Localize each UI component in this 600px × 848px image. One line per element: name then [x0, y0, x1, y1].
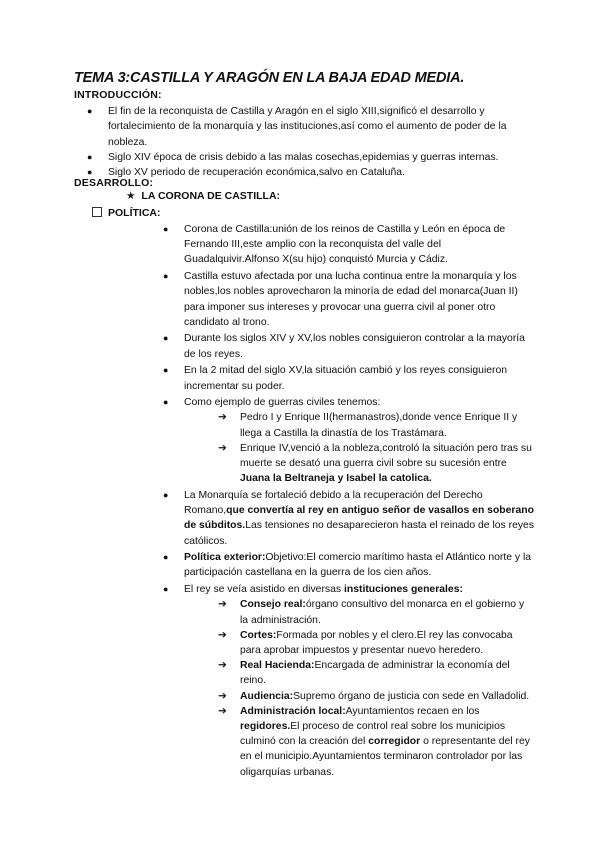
- arrow-icon: ➔: [218, 412, 227, 424]
- star-icon: ★: [126, 190, 136, 202]
- list-item: ● Siglo XV periodo de recuperación económica,salvo en Cataluña.: [84, 165, 534, 180]
- arrow-icon: ➔: [218, 442, 227, 454]
- list-item: ● En la 2 mitad del siglo XV,la situación cambió y los reyes consiguieron incrementar su poder.: [163, 365, 508, 392]
- bullet-icon: ●: [163, 397, 169, 408]
- sub-list-item: ➔ Audiencia:Supremo órgano de justicia con sede en Valladolid.: [184, 689, 535, 704]
- list-item: ● Política exterior:Objetivo:El comercio marítimo hasta el Atlántico norte y la participación castellana en la guerra de los cien años.: [163, 552, 532, 579]
- desarrollo-heading: DESARROLLO:: [74, 177, 154, 189]
- sub-list-item: ➔ Enrique IV,venció a la nobleza,controló la situación pero tras su muerte se desató una guerra civil sobre su sucesión entre Juana la Beltraneja y Isabel la catolica.: [218, 442, 532, 485]
- list-item: ● La Monarquía se fortaleció debido a la recuperación del Derecho Romano,que convertía al rey en antiguo señor de vasallos en soberano de súbditos.Las tensiones no desaparecieron hasta el reinado de los reyes católicos.: [163, 489, 535, 547]
- bullet-icon: ●: [163, 552, 169, 563]
- bullet-icon: ●: [163, 584, 169, 595]
- list-item: ● El fin de la reconquista de Castilla y Aragón en el siglo XIII,significó el desarrollo y fortalecimiento de la monarquía y las instituciones,así como el aumento de poder de la nobleza.: [87, 106, 507, 148]
- sub-list-item: ➔ Cortes:Formada por nobles y el clero.El rey las convocaba para aprobar impuestos y presentar nuevo heredero.: [218, 629, 513, 656]
- sub-list-item: ➔ Administración local:Ayuntamientos recaen en los regidores.El proceso de control real sobre los municipios culminó con la creación del corregidor o representante del rey en el municipio.Ayuntamientos terminaron controlador por las oligarquías urbanas.: [218, 705, 530, 778]
- list-item: ● Como ejemplo de guerras civiles tenemos: ➔ Pedro I y Enrique II(hermanastros),donde vence Enrique II y llega a Castilla la dinastía de los Trastámara. ➔ Enrique IV,venció a la nobleza,controló la situación pero tras su muerte se desató una guerra civil sobre su sucesión entre Juana la Beltraneja y Isabel la catolica.: [160, 395, 535, 486]
- intro-heading: INTRODUCCIÓN:: [74, 89, 162, 101]
- subsection-heading: POLÍTICA:: [92, 207, 161, 219]
- list-item: ● El rey se veía asistido en diversas instituciones generales: ➔ Consejo real:órgano consultivo del monarca en el gobierno y la administración. ➔ Cortes:Formada por nobles y el clero.El rey las convocaba para aprobar impuestos y presentar nuevo heredero. ➔ Real Hacienda:Encargada de administrar la economía del reino. ➔ Audiencia:Supremo órgano de justicia con sede en Valladolid. ➔ Administración local:Ayuntamientos recaen en los regidores.El proceso de control real sobre los municipios culminó con la creación del corregidor o representante del rey en el municipio.Ayuntamientos terminaron controlador por las oligarquías urbanas.: [160, 582, 535, 780]
- list-item: ● Castilla estuvo afectada por una lucha continua entre la monarquía y los nobles,los nobles aprovecharon la minoría de edad del monarca(Juan II) para imponer sus intereses y provocar una guerra civil al poner otro candidato al trono.: [163, 271, 518, 328]
- document-title: TEMA 3:CASTILLA Y ARAGÓN EN LA BAJA EDAD MEDIA.: [74, 70, 465, 86]
- arrow-icon: ➔: [218, 705, 227, 717]
- list-item: ● Siglo XIV época de crisis debido a las malas cosechas,epidemias y guerras internas.: [84, 150, 534, 165]
- checkbox-icon: [92, 207, 102, 217]
- bullet-icon: ●: [163, 271, 169, 282]
- sub-list-item: ➔ Consejo real:órgano consultivo del monarca en el gobierno y la administración.: [218, 599, 525, 626]
- bullet-icon: ●: [87, 167, 93, 178]
- bullet-icon: ●: [163, 365, 169, 376]
- sub-list-item: ➔ Pedro I y Enrique II(hermanastros),donde vence Enrique II y llega a Castilla la dinastía de los Trastámara.: [218, 412, 518, 439]
- bullet-icon: ●: [163, 333, 169, 344]
- intro-list: [84, 104, 534, 180]
- arrow-icon: ➔: [218, 660, 227, 672]
- institutions-list: [184, 597, 535, 779]
- civil-wars-list: [184, 410, 535, 486]
- arrow-icon: ➔: [218, 690, 227, 702]
- politica-list: [160, 222, 535, 781]
- sub-list-item: ➔ Real Hacienda:Encargada de administrar la economía del reino.: [218, 660, 510, 687]
- bullet-icon: ●: [87, 151, 93, 162]
- list-item: ● Durante los siglos XIV y XV,los nobles consiguieron controlar a la mayoría de los reyes.: [163, 333, 525, 360]
- bullet-icon: ●: [163, 224, 169, 234]
- section-heading: ★ LA CORONA DE CASTILLA:: [126, 190, 281, 202]
- list-item: ● Corona de Castilla:unión de los reinos de Castilla y León en época de Fernando III,este amplio con la reconquista del valle del Guadalquivir.Alfonso X(su hijo) conquistó Murcia y Cádiz.: [163, 224, 506, 266]
- bullet-icon: ●: [163, 489, 169, 500]
- arrow-icon: ➔: [218, 629, 227, 641]
- bullet-icon: ●: [87, 106, 93, 116]
- arrow-icon: ➔: [218, 599, 227, 611]
